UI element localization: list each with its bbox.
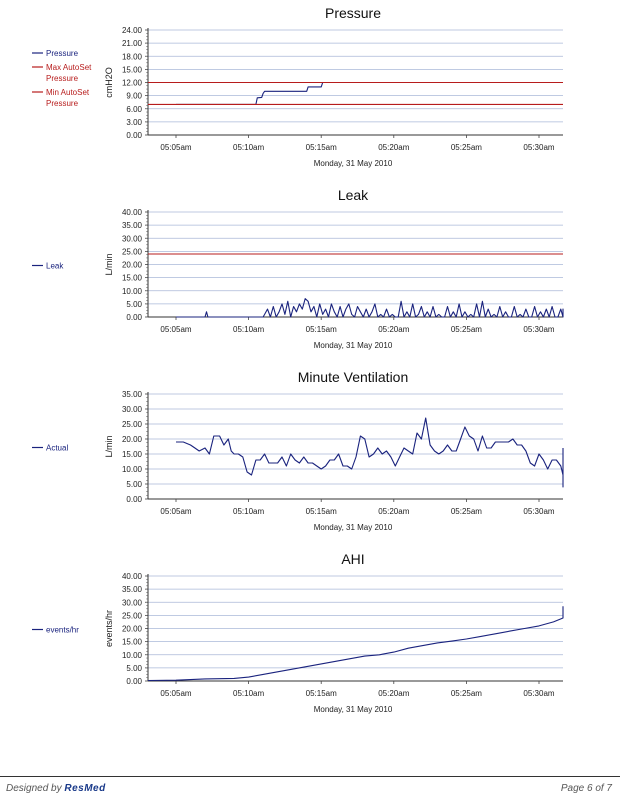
y-tick-label: 20.00: [121, 435, 142, 444]
x-axis-label: Monday, 31 May 2010: [313, 341, 393, 350]
x-tick-label: 05:30am: [523, 325, 555, 334]
y-tick-label: 15.00: [121, 637, 142, 647]
y-axis-label: L/min: [104, 253, 114, 276]
x-tick-label: 05:10am: [233, 325, 265, 334]
y-tick-label: 15.00: [121, 65, 142, 75]
y-tick-label: 30.00: [121, 598, 142, 608]
y-tick-label: 40.00: [121, 572, 142, 581]
x-axis-label: Monday, 31 May 2010: [313, 159, 393, 168]
legend-label: Leak: [46, 261, 64, 271]
chart-title: Leak: [337, 187, 369, 203]
y-tick-label: 20.00: [121, 624, 142, 634]
y-tick-label: 10.00: [121, 650, 142, 660]
footer-credit: [6, 783, 106, 794]
legend-label: Max AutoSet: [46, 63, 92, 72]
legend-label: Pressure: [46, 49, 79, 58]
pressure-chart: [0, 0, 620, 172]
x-tick-label: 05:25am: [450, 143, 482, 152]
y-axis-label: L/min: [104, 435, 114, 458]
legend-label: Actual: [46, 443, 69, 453]
x-tick-label: 05:20am: [378, 143, 410, 152]
x-tick-label: 05:20am: [378, 325, 410, 334]
x-tick-label: 05:25am: [450, 325, 482, 334]
chart-title: AHI: [341, 551, 365, 567]
minute-ventilation-chart-svg: [0, 364, 620, 536]
x-tick-label: 05:10am: [233, 143, 265, 152]
legend-label: Pressure: [46, 74, 79, 83]
y-tick-label: 10.00: [121, 465, 142, 474]
y-tick-label: 18.00: [121, 52, 142, 62]
x-axis-label: Monday, 31 May 2010: [313, 523, 393, 532]
y-tick-label: 3.00: [126, 117, 142, 127]
x-tick-label: 05:10am: [233, 507, 265, 516]
x-tick-label: 05:15am: [305, 689, 337, 698]
y-tick-label: 20.00: [121, 260, 142, 270]
x-tick-label: 05:30am: [523, 689, 555, 698]
y-tick-label: 15.00: [121, 273, 142, 283]
x-tick-label: 05:30am: [523, 143, 555, 152]
y-tick-label: 25.00: [121, 611, 142, 621]
x-tick-label: 05:05am: [160, 507, 192, 516]
x-tick-label: 05:30am: [523, 507, 555, 516]
x-tick-label: 05:25am: [450, 507, 482, 516]
page-number: Page 6 of 7: [560, 783, 612, 794]
y-tick-label: 5.00: [126, 480, 142, 489]
leak-chart: [0, 182, 620, 354]
ahi-chart: [0, 546, 620, 718]
chart-title: Minute Ventilation: [297, 369, 409, 385]
y-tick-label: 40.00: [121, 208, 142, 217]
x-tick-label: 05:05am: [160, 143, 192, 152]
y-tick-label: 25.00: [121, 420, 142, 429]
ahi-chart-svg: [0, 546, 620, 718]
y-tick-label: 5.00: [126, 299, 142, 309]
x-tick-label: 05:15am: [305, 507, 337, 516]
y-tick-label: 15.00: [121, 450, 142, 459]
y-tick-label: 35.00: [121, 585, 142, 595]
legend-label: Pressure: [46, 99, 79, 108]
x-tick-label: 05:15am: [305, 325, 337, 334]
legend-label: events/hr: [46, 625, 79, 635]
y-tick-label: 21.00: [121, 39, 142, 49]
x-tick-label: 05:20am: [378, 689, 410, 698]
y-tick-label: 0.00: [126, 131, 142, 140]
minute-ventilation-chart: [0, 364, 620, 536]
y-tick-label: 0.00: [126, 313, 142, 322]
y-axis-label: cmH2O: [104, 67, 114, 98]
y-tick-label: 6.00: [126, 104, 142, 114]
pressure-chart-svg: [0, 0, 620, 172]
legend-label: Min AutoSet: [46, 88, 90, 97]
x-axis-label: Monday, 31 May 2010: [313, 705, 393, 714]
x-tick-label: 05:05am: [160, 325, 192, 334]
leak-chart-svg: [0, 182, 620, 354]
y-tick-label: 35.00: [121, 221, 142, 231]
x-tick-label: 05:05am: [160, 689, 192, 698]
y-tick-label: 10.00: [121, 286, 142, 296]
y-tick-label: 0.00: [126, 677, 142, 686]
resmed-logo: ResMed: [64, 783, 106, 794]
designed-by-text: Designed by: [6, 783, 62, 794]
x-tick-label: 05:25am: [450, 689, 482, 698]
x-tick-label: 05:15am: [305, 143, 337, 152]
y-tick-label: 12.00: [121, 78, 142, 88]
y-axis-label: events/hr: [104, 609, 114, 648]
y-tick-label: 30.00: [121, 234, 142, 244]
y-tick-label: 24.00: [121, 26, 142, 35]
chart-title: Pressure: [324, 5, 382, 21]
y-tick-label: 5.00: [126, 663, 142, 673]
y-tick-label: 0.00: [126, 495, 142, 504]
y-tick-label: 9.00: [126, 91, 142, 101]
y-tick-label: 30.00: [121, 405, 142, 414]
y-tick-label: 35.00: [121, 390, 142, 399]
x-tick-label: 05:20am: [378, 507, 410, 516]
x-tick-label: 05:10am: [233, 689, 265, 698]
y-tick-label: 25.00: [121, 247, 142, 257]
page-footer: [0, 776, 620, 801]
plot-area: [148, 394, 563, 499]
